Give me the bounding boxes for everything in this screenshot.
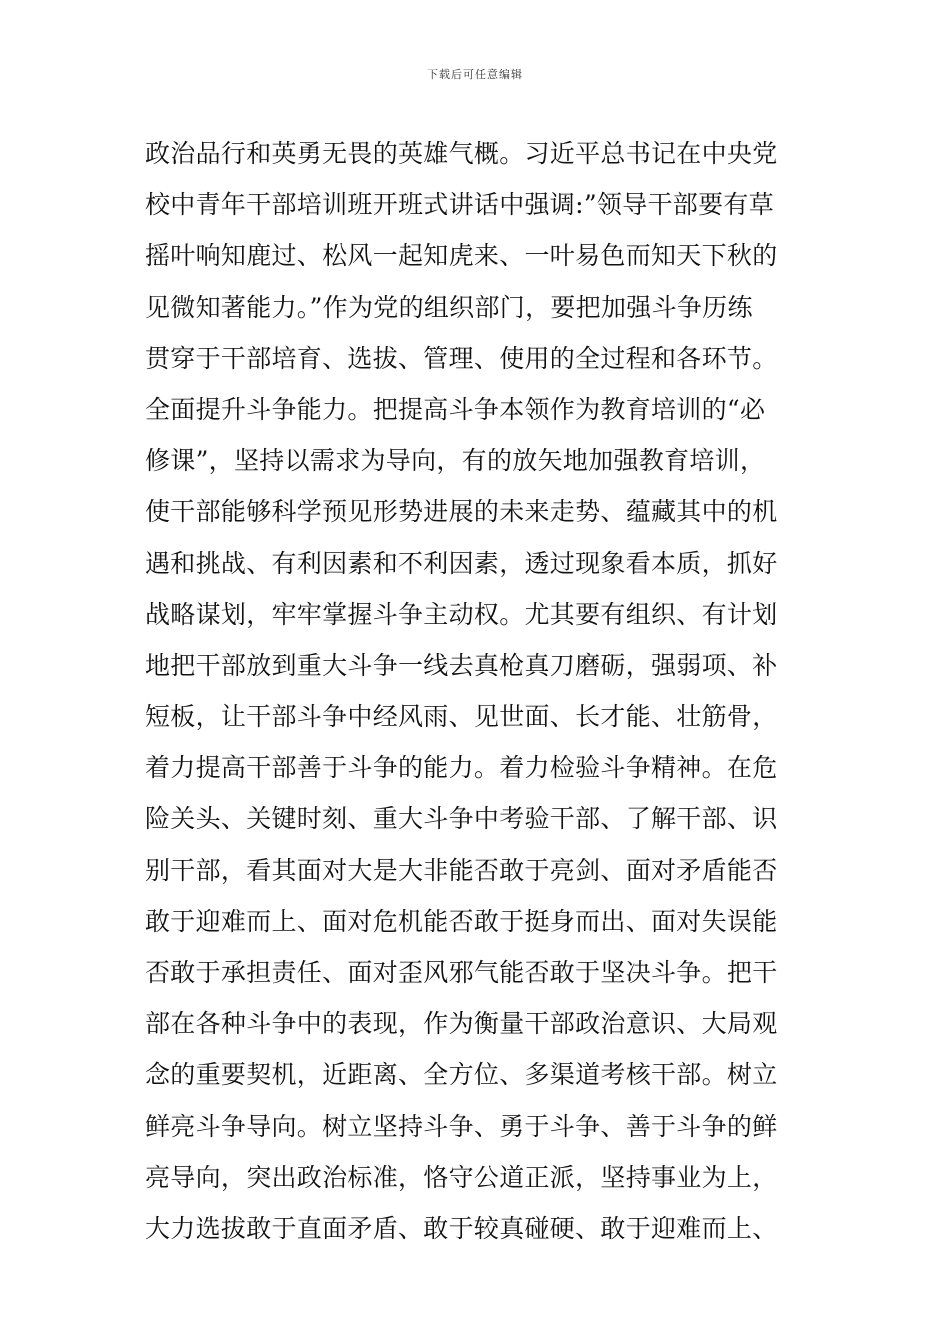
text-line: 着力提高干部善于斗争的能力。着力检验斗争精神。在危: [145, 753, 778, 783]
document-body: [145, 128, 810, 1254]
text-line: 大力选拔敢于直面矛盾、敢于较真碰硬、敢于迎难而上、: [145, 1213, 778, 1243]
text-line: 敢于迎难而上、面对危机能否敢于挺身而出、面对失误能: [145, 906, 778, 936]
text-line: 念的重要契机，近距离、全方位、多渠道考核干部。树立: [145, 1060, 778, 1090]
text-line: 鲜亮斗争导向。树立坚持斗争、勇于斗争、善于斗争的鲜: [145, 1111, 778, 1141]
text-line: 否敢于承担责任、面对歪风邪气能否敢于坚决斗争。把干: [145, 958, 778, 987]
text-line: 短板，让干部斗争中经风雨、见世面、长才能、壮筋骨，: [145, 702, 778, 732]
text-line: 遇和挑战、有利因素和不利因素，透过现象看本质，抓好: [145, 548, 778, 578]
text-line: 战略谋划，牢牢掌握斗争主动权。尤其要有组织、有计划: [145, 599, 778, 629]
text-line: 摇叶响知鹿过、松风一起知虎来、一叶易色而知天下秋的: [145, 241, 778, 271]
text-line: 使干部能够科学预见形势进展的未来走势、蕴藏其中的机: [145, 497, 778, 527]
text-line: 地把干部放到重大斗争一线去真枪真刀磨砺，强弱项、补: [145, 650, 778, 680]
page-header-note: 下载后可任意编辑: [427, 68, 523, 81]
text-line: 贯穿于干部培育、选拔、管理、使用的全过程和各环节。: [145, 343, 778, 373]
text-line: 亮导向，突出政治标准，恪守公道正派，坚持事业为上，: [145, 1162, 778, 1192]
text-line: 校中青年干部培训班开班式讲话中强调:”领导干部要有草: [145, 190, 775, 220]
text-line: 修课”，坚持以需求为导向，有的放矢地加强教育培训，: [145, 446, 766, 476]
text-line: 政治品行和英勇无畏的英雄气概。习近平总书记在中央党: [145, 139, 778, 168]
text-line: 全面提升斗争能力。把提高斗争本领作为教育培训的“必: [145, 394, 766, 424]
text-line: 部在各种斗争中的表现，作为衡量干部政治意识、大局观: [145, 1009, 778, 1039]
text-line: 见微知著能力。”作为党的组织部门，要把加强斗争历练: [145, 292, 753, 322]
text-line: 险关头、关键时刻、重大斗争中考验干部、了解干部、识: [145, 804, 778, 834]
text-line: 别干部，看其面对大是大非能否敢于亮剑、面对矛盾能否: [145, 855, 778, 885]
